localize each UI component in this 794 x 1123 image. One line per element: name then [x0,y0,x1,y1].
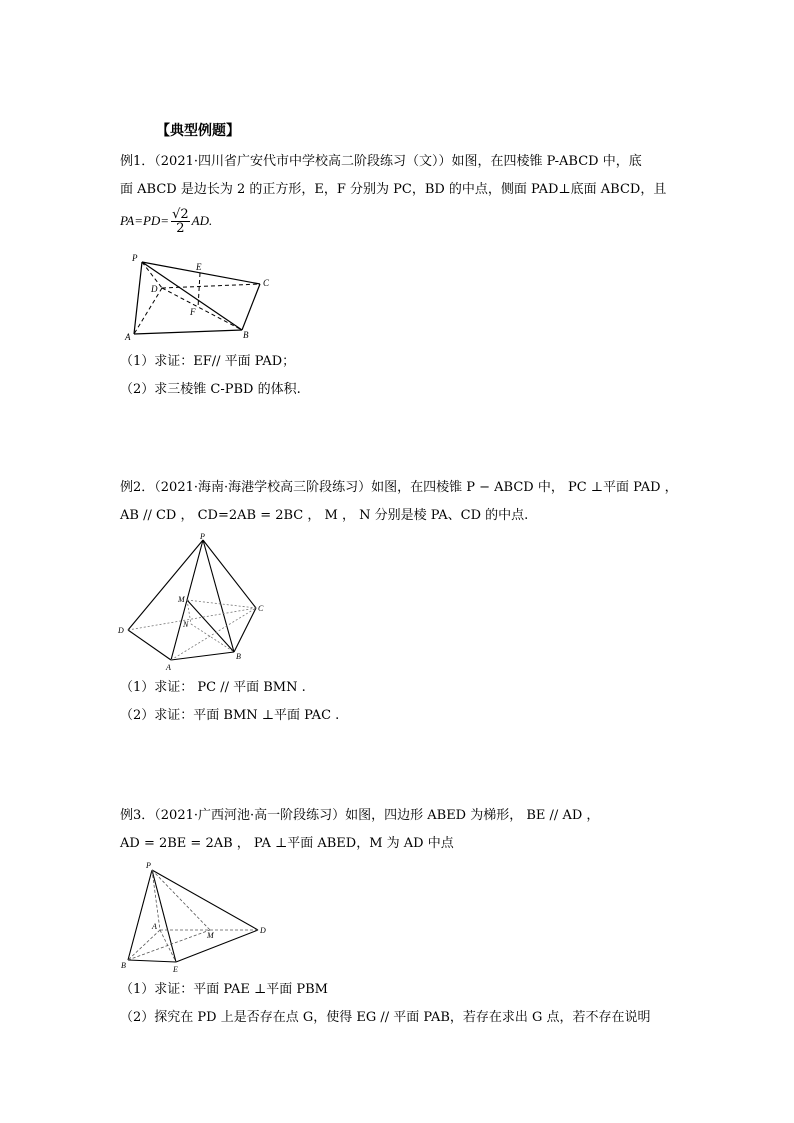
ex1-label-e: E [196,262,202,272]
ex3-line2: AD = 2BE = 2AB ， PA ⊥平面 ABED，M 为 AD 中点 [120,836,454,851]
ex2-label-p: P [200,532,205,541]
ex1-question2: （2）求三棱锥 C-PBD 的体积. [120,382,301,397]
ex2-label-n: N [183,620,189,629]
ex1-label-f: F [190,307,196,317]
ex3-label-d: D [260,926,266,935]
ex3-label-e: E [173,965,178,974]
ex2-label-m: M [178,595,185,604]
ex1-frac-den: 2 [176,221,185,236]
ex2-figure [116,532,276,672]
ex1-label-b: B [243,330,249,340]
ex2-label-b: B [236,652,241,661]
ex2-label-a: A [166,663,171,672]
ex1-frac-num: √2 [172,207,189,222]
ex1-label-a: A [125,332,131,342]
ex3-question1: （1）求证：平面 PAE ⊥平面 PBM [120,982,328,997]
ex1-label-c: C [263,278,270,288]
ex2-label-c: C [258,604,264,613]
ex1-fraction [171,208,190,235]
ex1-label-p: P [132,253,138,263]
ex1-line3-prefix: PA=PD= [120,213,170,228]
ex2-line1: 例2．（2021·海南·海港学校高三阶段练习）如图，在四棱锥 P − ABCD 中， PC ⊥平面 PAD ， [120,480,678,495]
ex3-figure [118,858,278,978]
ex1-figure [120,250,280,350]
ex1-line3-suffix: AD. [191,213,213,228]
ex3-label-m: M [207,931,214,940]
ex2-question2: （2）求证：平面 BMN ⊥平面 PAC . [120,708,340,723]
ex1-label-d: D [151,284,158,294]
ex2-label-d: D [118,626,124,635]
ex3-label-p: P [146,861,151,870]
ex3-label-a: A [152,922,157,931]
ex1-line2: 面 ABCD 是边长为 2 的正方形，E，F 分别为 PC，BD 的中点，侧面 PAD⊥底面 ABCD，且 [120,182,667,197]
section-heading: 【典型例题】 [156,123,240,139]
ex2-line2: AB // CD ， CD=2AB = 2BC ， M ， N 分别是棱 PA、CD 的中点. [120,508,529,523]
ex1-line1: 例1．（2021·四川省广安代市中学校高二阶段练习（文））如图，在四棱锥 P-ABCD 中，底 [120,154,642,169]
ex2-question1: （1）求证： PC // 平面 BMN . [120,680,306,695]
ex3-label-b: B [121,961,126,970]
ex3-line1: 例3．（2021·广西河池·高一阶段练习）如图，四边形 ABED 为梯形， BE // AD ， [120,808,600,823]
ex1-question1: （1）求证：EF// 平面 PAD； [120,354,296,369]
ex3-question2: （2）探究在 PD 上是否存在点 G，使得 EG // 平面 PAB，若存在求出 G 点，若不存在说明 [120,1010,651,1025]
ex1-line3 [120,208,212,235]
